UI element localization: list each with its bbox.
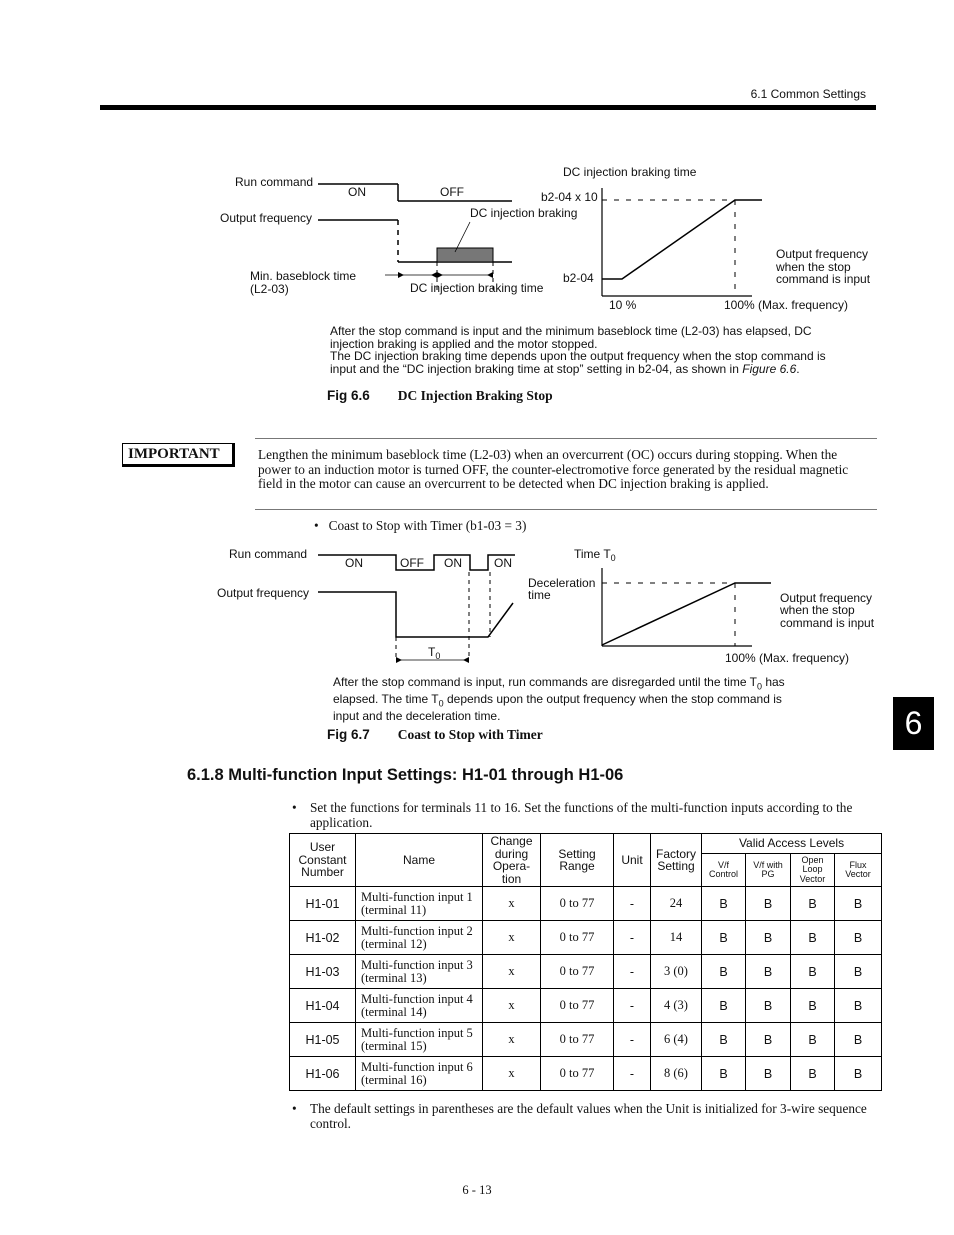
bullet-line: application.: [310, 814, 373, 830]
header-user-constant: [290, 834, 356, 887]
section-bullet-1: [292, 801, 884, 830]
cell-flux: B: [835, 989, 882, 1023]
cell-name: [356, 921, 483, 955]
figure1-caption-line: The DC injection braking time depends upon the output frequency when the stop command is: [330, 349, 826, 363]
cell-vf-pg: B: [746, 1057, 791, 1091]
l2-03-label: (L2-03): [250, 282, 289, 296]
cell-name-line: (terminal 15): [361, 1038, 427, 1053]
header-line: during: [494, 846, 529, 861]
header-setting-range: [541, 834, 614, 887]
cell-number: H1-01: [290, 887, 356, 921]
cell-name: [356, 1057, 483, 1091]
cell-factory: 3 (0): [651, 955, 702, 989]
coast-to-stop-timer-diagram: [0, 540, 954, 670]
figure2-caption-line: input and the deceleration time.: [333, 708, 501, 723]
figure1-caption: [330, 325, 870, 375]
bullet-line: The default settings in parentheses are the default values when the Unit is initialized for 3-wire sequence: [310, 1101, 867, 1116]
cell-name: [356, 955, 483, 989]
cell-range: 0 to 77: [541, 989, 614, 1023]
cell-change: x: [483, 1057, 541, 1091]
run-on-label-2: ON: [444, 556, 462, 570]
cell-flux: B: [835, 1023, 882, 1057]
header-vf-control: [702, 854, 746, 887]
header-line: V/f with: [753, 859, 783, 870]
figure2-label: [327, 727, 543, 743]
table-row: [290, 1023, 882, 1057]
cell-change: x: [483, 989, 541, 1023]
cell-name-line: (terminal 13): [361, 970, 427, 985]
decel-label-1: Deceleration: [528, 576, 596, 590]
running-header: 6.1 Common Settings: [750, 87, 866, 101]
cell-name-line: (terminal 16): [361, 1072, 427, 1087]
cell-number: H1-06: [290, 1057, 356, 1091]
graph2-title: [574, 547, 616, 563]
cell-name-line: (terminal 14): [361, 1004, 427, 1019]
header-line: Change: [490, 834, 533, 848]
output-freq-note-1: Output frequency: [776, 247, 869, 261]
header-line: Loop: [802, 864, 823, 875]
cell-range: 0 to 77: [541, 1057, 614, 1091]
caption-subscript: 0: [438, 698, 444, 709]
bullet-line: Set the functions for terminals 11 to 16. Set the functions of the multi-function inputs according to the: [310, 800, 853, 815]
t0-subscript: 0: [435, 651, 441, 661]
out-note-1: Output frequency: [780, 591, 873, 605]
graph2-title-text: Time T: [574, 547, 611, 561]
cell-vf-control: B: [702, 1023, 746, 1057]
bullet-dot: •: [292, 1101, 297, 1116]
cell-factory: 8 (6): [651, 1057, 702, 1091]
cell-vf-control: B: [702, 921, 746, 955]
figure1-caption-line: injection braking is applied and the motor stopped.: [330, 336, 598, 351]
cell-number: H1-02: [290, 921, 356, 955]
cell-vf-control: B: [702, 887, 746, 921]
caption-text: .: [796, 361, 800, 376]
cell-range: 0 to 77: [541, 887, 614, 921]
cell-unit: -: [614, 989, 651, 1023]
header-change: [483, 834, 541, 887]
figure1-label: [327, 388, 553, 404]
cell-vf-pg: B: [746, 887, 791, 921]
cell-change: x: [483, 1023, 541, 1057]
dc-injection-braking-diagram: [0, 160, 954, 320]
header-line: Range: [559, 859, 595, 873]
cell-range: 0 to 77: [541, 955, 614, 989]
cell-name: [356, 989, 483, 1023]
cell-unit: -: [614, 921, 651, 955]
y-label-b2-04x10: b2-04 x 10: [541, 190, 598, 204]
important-line: power to an induction motor is turned OFF, the counter-electromotive force generated by the residual magnetic: [258, 461, 849, 477]
header-line: Open: [801, 854, 824, 865]
bullet-dot: •: [292, 800, 297, 815]
cell-number: H1-05: [290, 1023, 356, 1057]
header-line: User: [309, 840, 336, 855]
cell-open-loop: B: [791, 921, 835, 955]
page-number: 6 - 13: [462, 1183, 492, 1197]
cell-factory: 4 (3): [651, 989, 702, 1023]
dc-braking-label: DC injection braking: [470, 206, 578, 220]
cell-name-line: (terminal 12): [361, 936, 427, 951]
cell-name-line: Multi-function input 5: [361, 1026, 473, 1040]
cell-open-loop: B: [791, 989, 835, 1023]
caption-text: depends upon the output frequency when the stop command is: [443, 691, 782, 706]
header-flux: [835, 854, 882, 887]
run-on-label-1: ON: [345, 556, 363, 570]
output-frequency-label: Output frequency: [220, 211, 313, 225]
braking-block: [437, 248, 493, 262]
caption-text: has: [762, 675, 785, 689]
decel-label-2: time: [528, 588, 551, 602]
cell-vf-pg: B: [746, 955, 791, 989]
dc-braking-time-bottom-label: DC injection braking time: [410, 281, 544, 295]
header-line: Vector: [845, 869, 871, 879]
cell-change: x: [483, 887, 541, 921]
cell-factory: 24: [651, 887, 702, 921]
figure-number: Fig 6.7: [327, 727, 370, 742]
cell-vf-pg: B: [746, 921, 791, 955]
run-command-label: Run command: [235, 175, 314, 189]
cell-factory: 14: [651, 921, 702, 955]
header-factory: [651, 834, 702, 887]
figure1-caption-line: After the stop command is input and the minimum baseblock time (L2-03) has elapsed, DC: [330, 324, 812, 338]
header-line: Setting: [558, 846, 596, 861]
header-line: Flux: [849, 859, 867, 870]
header-line: Setting: [657, 859, 695, 873]
cell-flux: B: [835, 887, 882, 921]
important-line: Lengthen the minimum baseblock time (L2-03) when an overcurrent (OC) occurs during stopping. When the: [258, 447, 838, 462]
t0-label: [428, 645, 440, 661]
header-line: V/f: [717, 859, 729, 870]
bullet-dot: •: [314, 518, 319, 533]
cell-range: 0 to 77: [541, 1023, 614, 1057]
out-note-2: when the stop: [780, 603, 855, 617]
table-row: [290, 921, 882, 955]
cell-name: [356, 1023, 483, 1057]
cell-open-loop: B: [791, 887, 835, 921]
cell-number: H1-03: [290, 955, 356, 989]
run-off-label: OFF: [440, 185, 464, 199]
h1-parameter-table: [289, 833, 882, 1091]
section-heading: 6.1.8 Multi-function Input Settings: H1-01 through H1-06: [187, 766, 624, 784]
important-line: field in the motor can cause an overcurrent to be detected when DC injection braking is applied.: [258, 476, 769, 491]
cell-vf-pg: B: [746, 1023, 791, 1057]
figure2-caption-line: [333, 676, 833, 693]
important-top-rule: [255, 438, 877, 439]
cell-vf-pg: B: [746, 989, 791, 1023]
figure1-caption-line: [330, 363, 870, 376]
header-rule: [100, 105, 876, 110]
t0-label-t: T: [428, 645, 436, 659]
important-label: IMPORTANT: [122, 443, 235, 467]
output-freq-note-2: when the stop: [776, 260, 851, 274]
cell-unit: -: [614, 1057, 651, 1091]
run-on-label: ON: [348, 185, 366, 199]
cell-vf-control: B: [702, 989, 746, 1023]
coast-bullet-text: Coast to Stop with Timer (b1-03 = 3): [328, 518, 527, 533]
cell-unit: -: [614, 955, 651, 989]
important-bottom-rule: [255, 509, 877, 510]
cell-vf-control: B: [702, 1057, 746, 1091]
important-text: [258, 448, 870, 492]
header-line: Control: [708, 869, 738, 879]
caption-text: input and the “DC injection braking time at stop” setting in b2-04, as shown in: [330, 361, 743, 376]
cell-change: x: [483, 921, 541, 955]
min-baseblock-label: Min. baseblock time: [250, 269, 357, 283]
cell-factory: 6 (4): [651, 1023, 702, 1057]
cell-number: H1-04: [290, 989, 356, 1023]
figure-title: Coast to Stop with Timer: [397, 727, 543, 742]
x-label-100pct: 100% (Max. frequency): [725, 651, 850, 665]
cell-vf-control: B: [702, 955, 746, 989]
output-freq-note-3: command is input: [776, 272, 871, 286]
x-label-100pct: 100% (Max. frequency): [724, 298, 849, 312]
caption-text: elapsed. The time T: [333, 691, 439, 706]
cell-name-line: Multi-function input 2: [361, 924, 473, 938]
x-label-10pct: 10 %: [609, 298, 637, 312]
run-command-label: Run command: [229, 547, 308, 561]
header-name: Name: [356, 834, 483, 887]
header-line: Number: [301, 865, 344, 880]
figure-reference: Figure 6.6: [742, 361, 797, 376]
caption-subscript: 0: [756, 681, 762, 692]
table-row: [290, 1057, 882, 1091]
cell-flux: B: [835, 1057, 882, 1091]
header-line: Vector: [799, 873, 826, 884]
header-valid-access: Valid Access Levels: [702, 834, 882, 854]
cell-open-loop: B: [791, 955, 835, 989]
header-line: PG: [761, 869, 775, 879]
output-frequency-label: Output frequency: [217, 586, 310, 600]
cell-name-line: Multi-function input 4: [361, 992, 473, 1006]
header-line: tion: [501, 871, 522, 886]
figure2-caption: [333, 676, 833, 722]
cell-change: x: [483, 955, 541, 989]
bullet-line: control.: [310, 1115, 351, 1131]
cell-range: 0 to 77: [541, 921, 614, 955]
cell-unit: -: [614, 887, 651, 921]
cell-name-line: Multi-function input 1: [361, 890, 473, 904]
out-note-3: command is input: [780, 616, 875, 630]
cell-unit: -: [614, 1023, 651, 1057]
run-off-label: OFF: [400, 556, 424, 570]
header-open-loop: [791, 854, 835, 887]
y-label-b2-04: b2-04: [563, 271, 594, 285]
cell-name: [356, 887, 483, 921]
figure-title: DC Injection Braking Stop: [397, 388, 553, 403]
header-line: Factory: [655, 846, 696, 861]
header-line: Opera-: [492, 859, 531, 873]
table-row: [290, 887, 882, 921]
cell-flux: B: [835, 955, 882, 989]
graph1-title: DC injection braking time: [563, 165, 697, 179]
figure2-caption-line: [333, 693, 833, 710]
section-bullet-2: [292, 1102, 884, 1131]
table-row: [290, 989, 882, 1023]
figure-number: Fig 6.6: [327, 388, 370, 403]
header-vf-pg: [746, 854, 791, 887]
header-unit: Unit: [614, 834, 651, 887]
chapter-tab: 6: [893, 697, 934, 750]
graph2-title-subscript: 0: [610, 553, 616, 563]
header-line: Constant: [298, 852, 347, 867]
run-on-label-3: ON: [494, 556, 512, 570]
cell-open-loop: B: [791, 1057, 835, 1091]
cell-open-loop: B: [791, 1023, 835, 1057]
cell-name-line: Multi-function input 6: [361, 1060, 473, 1074]
cell-name-line: Multi-function input 3: [361, 958, 473, 972]
table-row: [290, 955, 882, 989]
caption-text: After the stop command is input, run commands are disregarded until the time T: [333, 675, 757, 689]
coast-bullet: [314, 519, 526, 534]
cell-flux: B: [835, 921, 882, 955]
cell-name-line: (terminal 11): [361, 902, 427, 917]
